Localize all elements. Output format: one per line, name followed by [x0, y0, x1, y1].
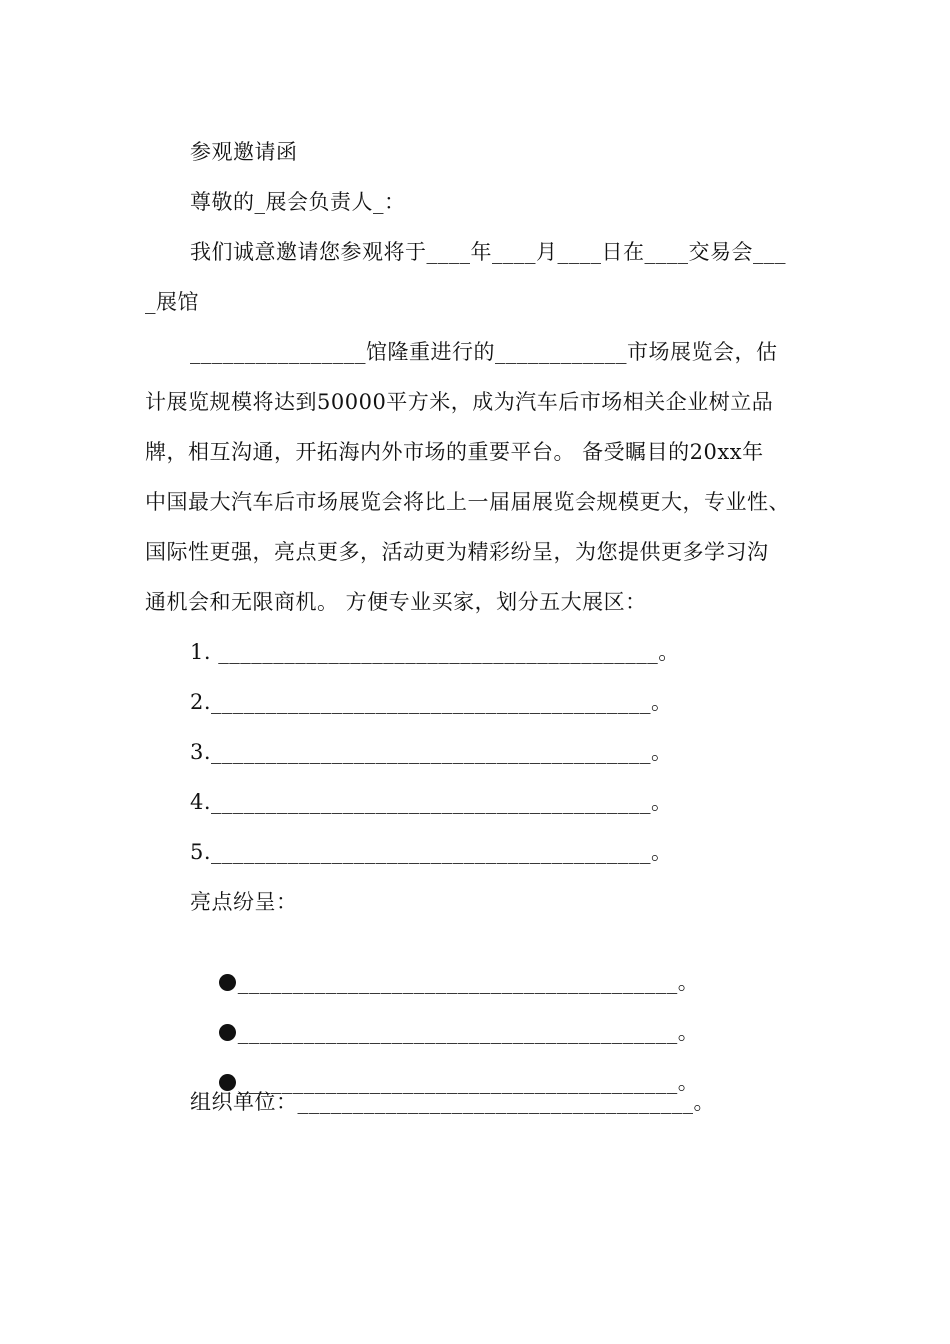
- letter-title: 参观邀请函: [190, 140, 298, 164]
- salutation: 尊敬的_展会负责人_：: [190, 190, 406, 214]
- zone-item-3: 3.________________________________________。: [190, 740, 673, 764]
- highlights-heading: 亮点纷呈：: [190, 890, 298, 914]
- zone-item-1: 1. ________________________________________。: [190, 640, 680, 664]
- body-line-4: 中国最大汽车后市场展览会将比上一届届展览会规模更大，专业性、: [145, 490, 790, 514]
- highlight-item-3: [190, 1037, 840, 1094]
- zone-item-5: 5.________________________________________。: [190, 840, 673, 864]
- zone-item-2: 2.________________________________________。: [190, 690, 673, 714]
- organizer-line: 组织单位：____________________________________。: [190, 1090, 715, 1114]
- body-line-6: 通机会和无限商机。 方便专业买家，划分五大展区：: [145, 590, 647, 614]
- highlight-text: ________________________________________。: [237, 1020, 700, 1044]
- intro-line-1: 我们诚意邀请您参观将于____年____月____日在____交易会___: [190, 240, 786, 264]
- zone-item-4: 4.________________________________________。: [190, 790, 673, 814]
- highlight-text: ________________________________________。: [237, 970, 700, 994]
- intro-line-2: _展馆: [145, 290, 199, 314]
- highlight-item-2: [190, 987, 840, 1044]
- highlight-item-1: [190, 937, 840, 994]
- body-line-3: 牌，相互沟通，开拓海内外市场的重要平台。 备受瞩目的20xx年: [145, 440, 764, 464]
- body-line-5: 国际性更强，亮点更多，活动更为精彩纷呈，为您提供更多学习沟: [145, 540, 769, 564]
- body-line-2: 计展览规模将达到50000平方米，成为汽车后市场相关企业树立品: [145, 390, 774, 414]
- highlight-text: ________________________________________。: [237, 1070, 700, 1094]
- body-line-1: ________________馆隆重进行的____________市场展览会，估: [190, 340, 778, 364]
